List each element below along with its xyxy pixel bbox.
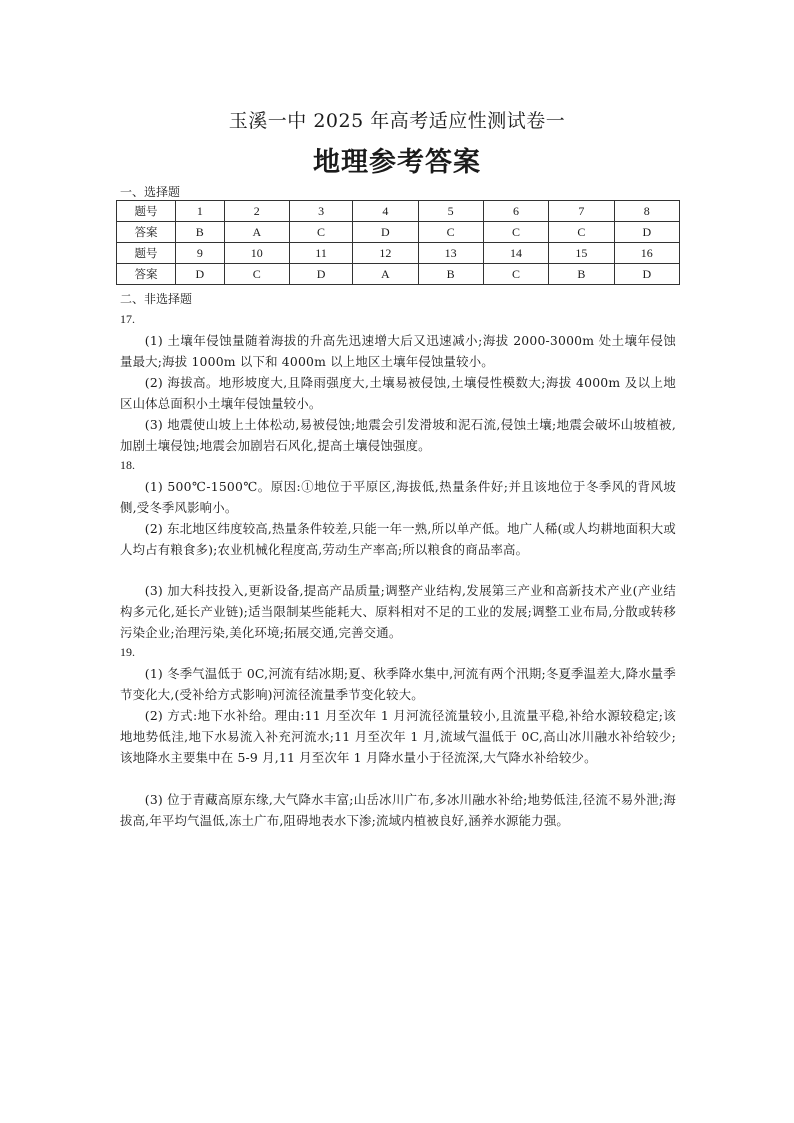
table-row-answers-2 — [117, 264, 680, 285]
answer-cell: C — [289, 222, 352, 243]
answer-cell: C — [224, 264, 289, 285]
row-label-question: 题号 — [117, 201, 176, 222]
question-number: 9 — [176, 243, 225, 264]
exam-title: 玉溪一中 2025 年高考适应性测试卷一 — [228, 110, 566, 132]
answer-cell: D — [353, 222, 418, 243]
question-number: 16 — [614, 243, 679, 264]
q18-answer-2: (2) 东北地区纬度较高,热量条件较差,只能一年一熟,所以单产低。地广人稀(或人均耕地面积大或人均占有粮食多);农业机械化程度高,劳动生产率高;所以粮食的商品率高。 — [120, 521, 676, 557]
answer-cell: C — [483, 264, 548, 285]
question-19-number: 19. — [120, 645, 135, 659]
question-number: 7 — [549, 201, 614, 222]
answer-cell: D — [614, 264, 679, 285]
answer-cell: C — [549, 222, 614, 243]
q19-answer-3: (3) 位于青藏高原东缘,大气降水丰富;山岳冰川广布,多冰川融水补给;地势低洼,径流不易外泄;海拔高,年平均气温低,冻土广布,阻碍地表水下渗;流域内植被良好,涵养水源能力强。 — [120, 792, 676, 828]
question-number: 6 — [483, 201, 548, 222]
question-17-number: 17. — [120, 312, 135, 326]
q19-answer-2: (2) 方式:地下水补给。理由:11 月至次年 1 月河流径流量较小,且流量平稳,补给水源较稳定;该地地势低洼,地下水易流入补充河流水;11 月至次年 1 月,流域气温低于 0C,高山冰川融水补给较少;该地降水主要集中在 5-9 月,11 月至次年 1 月降水量小于径流深,大气降水补给较少。 — [120, 708, 676, 765]
question-number: 8 — [614, 201, 679, 222]
question-number: 14 — [483, 243, 548, 264]
row-label-answer: 答案 — [117, 222, 176, 243]
question-number: 11 — [289, 243, 352, 264]
question-number: 10 — [224, 243, 289, 264]
answer-cell: B — [418, 264, 483, 285]
table-row-answers-1 — [117, 222, 680, 243]
q17-answer-1: (1) 土壤年侵蚀量随着海拔的升高先迅速增大后又迅速减小;海拔 2000-3000m 处土壤年侵蚀量最大;海拔 1000m 以下和 4000m 以上地区土壤年侵蚀量较小。 — [120, 333, 676, 369]
question-number: 4 — [353, 201, 418, 222]
answer-cell: B — [176, 222, 225, 243]
section-label-nonchoice: 二、非选择题 — [120, 292, 193, 306]
question-number: 13 — [418, 243, 483, 264]
row-label-answer: 答案 — [117, 264, 176, 285]
answer-cell: D — [176, 264, 225, 285]
question-number: 2 — [224, 201, 289, 222]
page-title: 地理参考答案 — [313, 147, 481, 178]
q17-answer-2: (2) 海拔高。地形坡度大,且降雨强度大,土壤易被侵蚀,土壤侵性模数大;海拔 4000m 及以上地区山体总面积小土壤年侵蚀量较小。 — [120, 375, 676, 411]
answer-cell: A — [353, 264, 418, 285]
answer-cell: C — [418, 222, 483, 243]
answer-cell: D — [614, 222, 679, 243]
table-row-numbers-1 — [117, 201, 680, 222]
q17-answer-3: (3) 地震使山坡上土体松动,易被侵蚀;地震会引发滑坡和泥石流,侵蚀土壤;地震会破坏山坡植被,加剧土壤侵蚀;地震会加剧岩石风化,提高土壤侵蚀强度。 — [120, 417, 676, 453]
q19-answer-1: (1) 冬季气温低于 0C,河流有结冰期;夏、秋季降水集中,河流有两个汛期;冬夏季温差大,降水量季节变化大,(受补给方式影响)河流径流量季节变化较大。 — [120, 666, 676, 702]
row-label-question: 题号 — [117, 243, 176, 264]
section-label-choice: 一、选择题 — [120, 185, 181, 199]
q18-answer-1: (1) 500℃-1500℃。原因:①地位于平原区,海拔低,热量条件好;并且该地位于冬季风的背风坡侧,受冬季风影响小。 — [120, 479, 676, 515]
answer-cell: C — [483, 222, 548, 243]
q18-answer-3: (3) 加大科技投入,更新设备,提高产品质量;调整产业结构,发展第三产业和高新技术产业(产业结构多元化,延长产业链);适当限制某些能耗大、原料相对不足的工业的发展;调整工业布局,分散或转移污染企业;治理污染,美化环境;拓展交通,完善交通。 — [120, 583, 676, 640]
question-18-number: 18. — [120, 458, 135, 472]
answer-cell: D — [289, 264, 352, 285]
question-number: 3 — [289, 201, 352, 222]
question-number: 1 — [176, 201, 225, 222]
table-row-numbers-2 — [117, 243, 680, 264]
answer-cell: B — [549, 264, 614, 285]
answer-table — [116, 200, 680, 285]
question-number: 5 — [418, 201, 483, 222]
answer-cell: A — [224, 222, 289, 243]
question-number: 15 — [549, 243, 614, 264]
question-number: 12 — [353, 243, 418, 264]
